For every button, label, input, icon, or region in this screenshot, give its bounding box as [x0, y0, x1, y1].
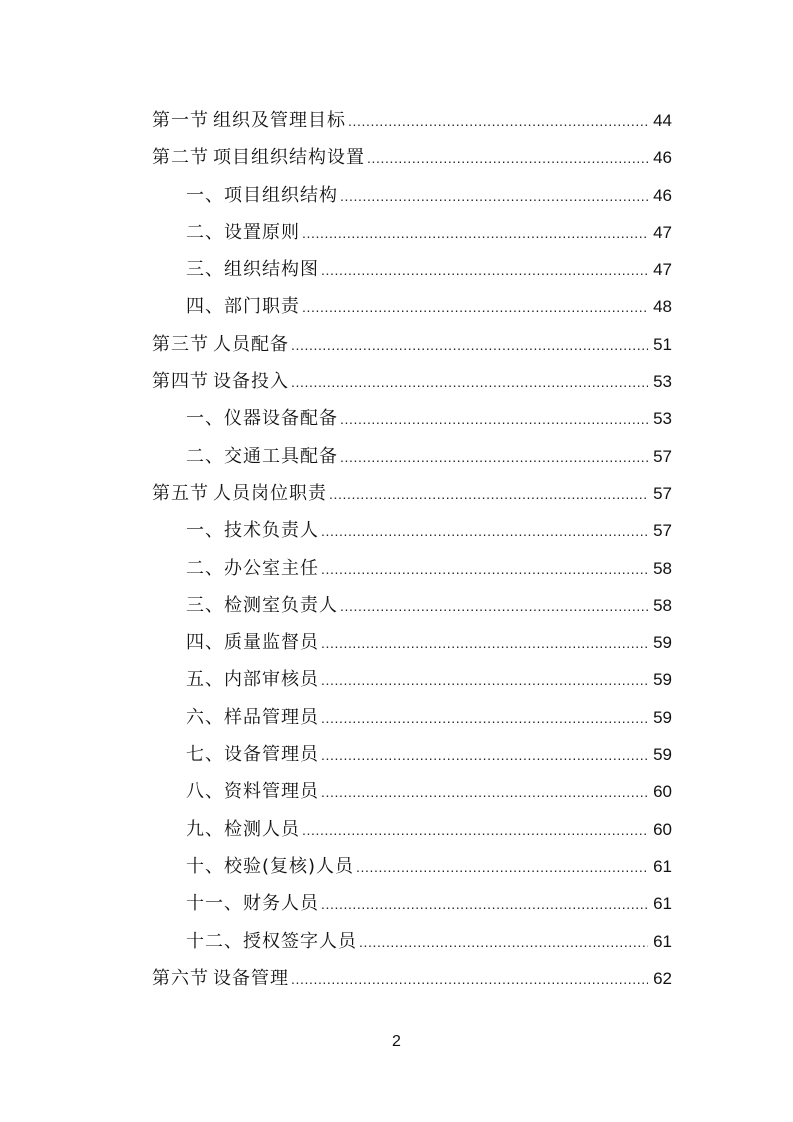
- toc-entry-number: 十、: [186, 855, 224, 877]
- toc-entry[interactable]: [152, 773, 672, 810]
- dot-leader: [348, 103, 648, 140]
- toc-entry[interactable]: [152, 661, 672, 698]
- toc-entry[interactable]: [152, 214, 672, 251]
- toc-entry-number: 二、: [186, 221, 224, 243]
- dot-leader: [291, 327, 648, 364]
- toc-entry-title: 组织及管理目标: [213, 110, 346, 131]
- toc-entry[interactable]: [152, 960, 672, 997]
- toc-entry-title: 质量监督员: [224, 632, 319, 654]
- toc-entry-title: 样品管理员: [224, 706, 319, 728]
- toc-entry-number: 第六节: [152, 967, 209, 989]
- toc-entry-page: 59: [653, 707, 672, 727]
- toc-entry-label: [152, 475, 327, 512]
- toc-entry-number: 第三节: [152, 333, 209, 355]
- toc-entry-title: 项目组织结构设置: [213, 147, 365, 169]
- toc-entry-title: 人员岗位职责: [213, 482, 327, 504]
- toc-entry-label: [186, 848, 354, 885]
- toc-entry-number: 一、: [186, 408, 224, 430]
- dot-leader: [359, 924, 648, 961]
- toc-entry-label: [152, 363, 289, 400]
- toc-entry-label: [152, 102, 346, 139]
- toc-entry-label: [186, 550, 319, 587]
- dot-leader: [291, 961, 648, 998]
- toc-entry-title: 组织结构图: [224, 259, 319, 281]
- toc-entry-title: 技术负责人: [224, 520, 319, 542]
- toc-entry-number: 八、: [186, 781, 224, 803]
- toc-entry[interactable]: [152, 550, 672, 587]
- dot-leader: [340, 401, 648, 438]
- toc-entry-number: 三、: [186, 594, 224, 616]
- dot-leader: [302, 289, 648, 326]
- toc-entry[interactable]: [152, 326, 672, 363]
- dot-leader: [291, 364, 648, 401]
- toc-entry[interactable]: [152, 363, 672, 400]
- toc-entry-page: 60: [653, 782, 672, 802]
- toc-entry-title: 设备管理员: [224, 744, 319, 766]
- toc-entry-label: [186, 587, 338, 624]
- toc-entry-number: 一、: [186, 520, 224, 542]
- toc-entry[interactable]: [152, 438, 672, 475]
- toc-entry-page: 58: [653, 595, 672, 615]
- toc-entry[interactable]: [152, 848, 672, 885]
- dot-leader: [340, 588, 648, 625]
- toc-entry[interactable]: [152, 811, 672, 848]
- toc-entry-number: 第二节: [152, 147, 209, 169]
- toc-entry-number: 第四节: [152, 371, 209, 393]
- toc-entry-label: [186, 251, 319, 288]
- toc-entry-title: 部门职责: [224, 296, 300, 318]
- toc-entry-number: 二、: [186, 445, 224, 467]
- toc-entry-page: 60: [653, 819, 672, 839]
- dot-leader: [321, 774, 648, 811]
- toc-entry[interactable]: [152, 736, 672, 773]
- dot-leader: [356, 849, 648, 886]
- toc-entry-label: [186, 736, 319, 773]
- toc-entry[interactable]: [152, 699, 672, 736]
- dot-leader: [302, 215, 648, 252]
- toc-entry-page: 48: [653, 297, 672, 317]
- toc-entry-number: 七、: [186, 744, 224, 766]
- toc-entry-label: [186, 214, 300, 251]
- dot-leader: [321, 252, 648, 289]
- toc-entry-number: 四、: [186, 296, 224, 318]
- toc-entry-page: 46: [653, 148, 672, 168]
- toc-entry-title: 设置原则: [224, 221, 300, 243]
- toc-entry[interactable]: [152, 251, 672, 288]
- dot-leader: [302, 812, 648, 849]
- toc-entry-number: 九、: [186, 818, 224, 840]
- toc-entry-title: 设备管理: [213, 967, 289, 989]
- toc-entry-label: [186, 400, 338, 437]
- toc-entry[interactable]: [152, 102, 672, 139]
- toc-entry-label: [186, 661, 319, 698]
- toc-entry-page: 44: [653, 111, 672, 130]
- toc-entry-page: 62: [653, 968, 672, 988]
- toc-entry-number: 第五节: [152, 482, 209, 504]
- toc-entry[interactable]: [152, 512, 672, 549]
- toc-entry[interactable]: [152, 475, 672, 512]
- toc-entry-label: [186, 512, 319, 549]
- toc-entry-number: 五、: [186, 669, 224, 691]
- toc-entry[interactable]: [152, 400, 672, 437]
- toc-entry-page: 61: [653, 856, 672, 876]
- toc-entry-title: 设备投入: [213, 371, 289, 393]
- dot-leader: [321, 886, 648, 923]
- table-of-contents: [152, 102, 672, 997]
- toc-entry-number: 十一、: [186, 893, 243, 915]
- dot-leader: [321, 513, 648, 550]
- toc-entry-label: [152, 139, 365, 176]
- toc-entry-title: 内部审核员: [224, 669, 319, 691]
- toc-entry-page: 47: [653, 222, 672, 242]
- toc-entry-label: [186, 438, 338, 475]
- toc-entry[interactable]: [152, 923, 672, 960]
- toc-entry-page: 59: [653, 745, 672, 765]
- toc-entry-title: 项目组织结构: [224, 184, 338, 206]
- toc-entry-page: 46: [653, 185, 672, 205]
- toc-entry-label: [186, 773, 319, 810]
- toc-entry-label: [186, 177, 338, 214]
- toc-entry-label: [186, 288, 300, 325]
- toc-entry[interactable]: [152, 177, 672, 214]
- toc-entry-page: 59: [653, 633, 672, 653]
- dot-leader: [367, 140, 648, 177]
- toc-entry-title: 检测室负责人: [224, 594, 338, 616]
- toc-entry-number: 六、: [186, 706, 224, 728]
- toc-entry-page: 53: [653, 409, 672, 429]
- toc-entry-page: 51: [653, 334, 672, 354]
- toc-entry-number: 二、: [186, 557, 224, 579]
- toc-entry[interactable]: [152, 139, 672, 176]
- toc-entry-label: [186, 699, 319, 736]
- toc-entry-page: 59: [653, 670, 672, 690]
- toc-entry-page: 57: [653, 446, 672, 466]
- dot-leader: [321, 737, 648, 774]
- dot-leader: [321, 662, 648, 699]
- toc-entry[interactable]: [152, 624, 672, 661]
- page-number: 2: [392, 1033, 401, 1050]
- dot-leader: [321, 551, 648, 588]
- toc-entry-title: 授权签字人员: [243, 930, 357, 952]
- dot-leader: [329, 476, 648, 513]
- toc-entry-label: [186, 811, 300, 848]
- toc-entry-title: 仪器设备配备: [224, 408, 338, 430]
- dot-leader: [321, 625, 648, 662]
- toc-entry-label: [186, 923, 357, 960]
- toc-entry-label: [186, 624, 319, 661]
- toc-entry-label: [152, 326, 289, 363]
- toc-entry-number: 十二、: [186, 930, 243, 952]
- dot-leader: [321, 700, 648, 737]
- toc-entry-page: 61: [653, 931, 672, 951]
- toc-entry-label: [152, 960, 289, 997]
- dot-leader: [340, 178, 648, 215]
- toc-entry-title: 交通工具配备: [224, 445, 338, 467]
- toc-entry-page: 57: [653, 483, 672, 503]
- toc-entry-page: 53: [653, 372, 672, 392]
- toc-entry-number: 第一节: [152, 110, 209, 131]
- toc-entry-title: 资料管理员: [224, 781, 319, 803]
- toc-entry-number: 一、: [186, 184, 224, 206]
- toc-entry[interactable]: [152, 587, 672, 624]
- toc-entry-title: 人员配备: [213, 333, 289, 355]
- toc-entry-page: 57: [653, 521, 672, 541]
- toc-entry-number: 四、: [186, 632, 224, 654]
- toc-entry-title: 财务人员: [243, 893, 319, 915]
- toc-entry[interactable]: [152, 885, 672, 922]
- toc-entry-title: 检测人员: [224, 818, 300, 840]
- toc-entry-page: 47: [653, 260, 672, 280]
- toc-entry-number: 三、: [186, 259, 224, 281]
- toc-entry-title: 校验(复核)人员: [224, 855, 355, 877]
- toc-entry-title: 办公室主任: [224, 557, 319, 579]
- toc-entry[interactable]: [152, 288, 672, 325]
- toc-entry-label: [186, 885, 319, 922]
- dot-leader: [340, 439, 648, 476]
- toc-entry-page: 58: [653, 558, 672, 578]
- toc-entry-page: 61: [653, 894, 672, 914]
